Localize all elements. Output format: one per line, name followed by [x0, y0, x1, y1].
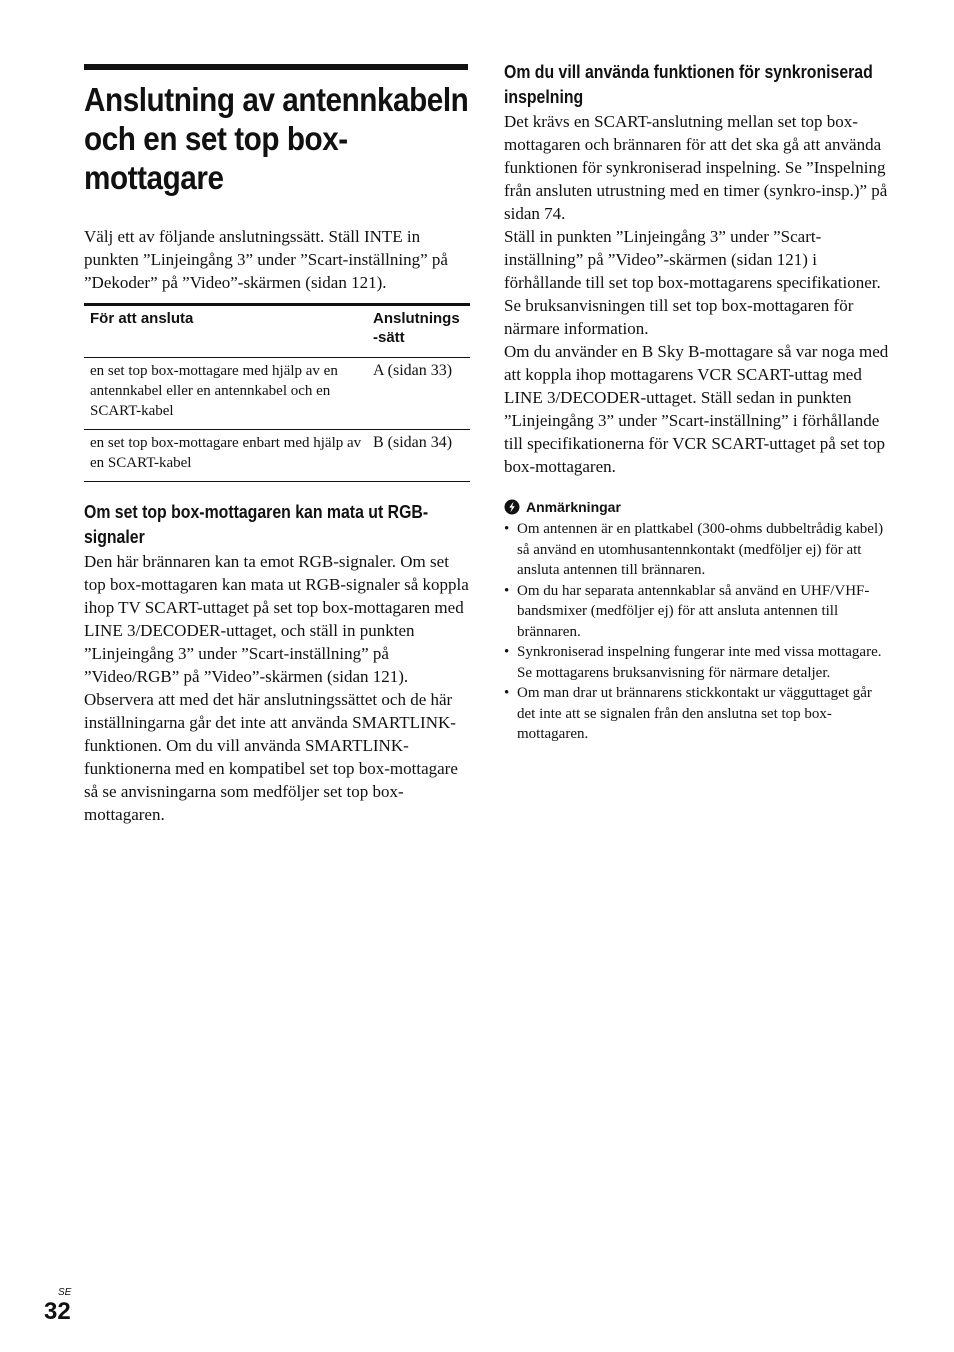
sync-paragraph-1: Det krävs en SCART-anslutning mellan set top box-mottagaren och brännaren för att det ska gå att använda funktionen för synkroniserad inspelning. Se ”Inspelning från ansluten utrustning med en timer (synkro-insp.)” på sidan 74.	[504, 112, 888, 223]
intro-paragraph: Välj ett av följande anslutningssätt. Ställ INTE in punkten ”Linjeingång 3” under ”Scart-inställning” på ”Dekoder” på ”Video”-skärmen (sidan 121).	[84, 227, 448, 292]
page-title: Anslutning av antennkabeln och en set top box-mottagare	[84, 81, 469, 196]
table-cell-method: B (sidan 34)	[373, 434, 453, 451]
table-header-connect: För att ansluta	[84, 305, 373, 358]
note-text: Om man drar ut brännarens stickkontakt ur vägguttaget går det inte att se signalen från den anslutna set top box-mottagaren.	[517, 685, 872, 742]
connection-table	[84, 303, 470, 482]
table-row	[84, 358, 470, 430]
list-item: • Om antennen är en plattkabel (300-ohms dubbeltrådig kabel) så använd en utomhusantennkontakt (medföljer ej) för att ansluta antennen till brännaren.	[504, 521, 884, 578]
rgb-heading: Om set top box-mottagaren kan mata ut RGB-signaler	[84, 502, 429, 547]
list-item: • Om du har separata antennkablar så använd en UHF/VHF-bandsmixer (medföljer ej) för att ansluta antennen till brännaren.	[504, 582, 870, 640]
table-header-row	[84, 305, 470, 358]
sync-heading: Om du vill använda funktionen för synkroniserad inspelning	[504, 62, 873, 107]
page-number: 32	[44, 1298, 71, 1325]
table-cell-description: en set top box-mottagare med hjälp av en antennkabel eller en antennkabel och en SCART-kabel	[84, 358, 373, 430]
note-icon	[504, 499, 520, 515]
rgb-body: Den här brännaren kan ta emot RGB-signaler. Om set top box-mottagaren kan mata ut RGB-signaler så koppla ihop TV SCART-uttaget på set top box-mottagaren med LINE 3/DECODER-uttaget, och ställ in punkten ”Linjeingång 3” under ”Scart-inställning” på ”Video/RGB” på ”Video”-skärmen (sidan 121). Observera att med det här anslutningssättet och de här inställningarna går det inte att använda SMARTLINK-funktionen. Om du vill använda SMARTLINK-funktionerna med en kompatibel set top box-mottagare så se anvisningarna som medföljer set top box-mottagaren.	[84, 552, 469, 824]
note-text: Om antennen är en plattkabel (300-ohms dubbeltrådig kabel) så använd en utomhusantennkontakt (medföljer ej) för att ansluta antennen till brännaren.	[517, 521, 884, 578]
sync-paragraph-3: Om du använder en B Sky B-mottagare så var noga med att koppla ihop mottagarens VCR SCART-uttag med LINE 3/DECODER-uttaget. Ställ sedan in punkten ”Linjeingång 3” under ”Scart-inställning” i förhållande till specifikationerna för VCR SCART-uttaget på set top box-mottagaren.	[504, 342, 889, 476]
table-header-method: Anslutnings -sätt	[373, 305, 470, 358]
title-rule	[84, 64, 468, 70]
right-column	[504, 60, 890, 745]
list-item: • Om man drar ut brännarens stickkontakt ur vägguttaget går det inte att se signalen från den anslutna set top box-mottagaren.	[504, 685, 872, 742]
notes-heading-row	[504, 499, 890, 515]
notes-heading: Anmärkningar	[526, 499, 621, 515]
note-text: Synkroniserad inspelning fungerar inte med vissa mottagare. Se mottagarens bruksanvisning för närmare detaljer.	[517, 644, 882, 681]
table-row	[84, 430, 470, 482]
table-cell-description: en set top box-mottagare enbart med hjälp av en SCART-kabel	[90, 435, 362, 471]
list-item: • Synkroniserad inspelning fungerar inte med vissa mottagare. Se mottagarens bruksanvisning för närmare detaljer.	[504, 644, 882, 681]
sync-paragraph-2: Ställ in punkten ”Linjeingång 3” under ”Scart-inställning” på ”Video”-skärmen (sidan 121) i förhållande till set top box-mottagarens specifikationer. Se bruksanvisningen till set top box-mottagaren för närmare information.	[504, 227, 881, 338]
page-language: SE	[58, 1287, 72, 1298]
note-text: Om du har separata antennkablar så använd en UHF/VHF-bandsmixer (medföljer ej) för att ansluta antennen till brännaren.	[517, 582, 870, 640]
table-cell-method: A (sidan 33)	[373, 358, 470, 430]
notes-list	[504, 519, 890, 745]
left-column	[84, 64, 470, 826]
